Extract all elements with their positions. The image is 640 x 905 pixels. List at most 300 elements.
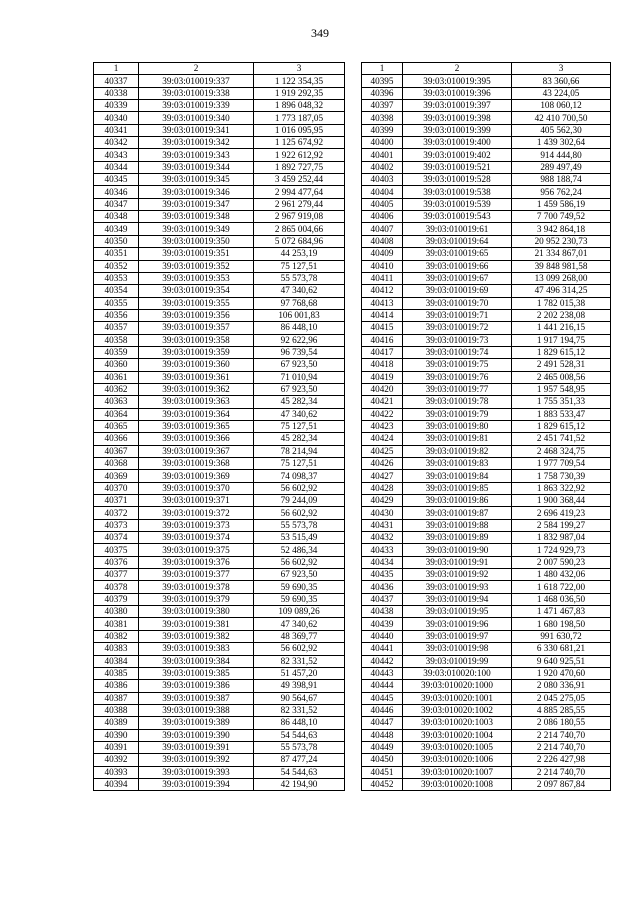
cadastral-number-cell: 39:03:010019:355 <box>139 297 254 309</box>
table-row <box>94 235 345 247</box>
table-row <box>362 235 611 247</box>
row-number-cell: 40395 <box>362 75 403 87</box>
row-number-cell: 40422 <box>362 408 403 420</box>
cadastral-number-cell: 39:03:010019:538 <box>403 186 512 198</box>
row-number-cell: 40434 <box>362 556 403 568</box>
cadastral-number-cell: 39:03:010019:394 <box>139 778 254 790</box>
table-row <box>362 285 611 297</box>
column-header-number: 1 <box>362 63 403 75</box>
row-number-cell: 40377 <box>94 569 139 581</box>
value-cell: 2 584 199,27 <box>512 519 611 531</box>
value-cell: 106 001,83 <box>254 309 345 321</box>
table-row <box>362 717 611 729</box>
row-number-cell: 40349 <box>94 223 139 235</box>
value-cell: 405 562,30 <box>512 124 611 136</box>
value-cell: 2 865 004,66 <box>254 223 345 235</box>
value-cell: 54 544,63 <box>254 766 345 778</box>
row-number-cell: 40435 <box>362 569 403 581</box>
cadastral-number-cell: 39:03:010019:358 <box>139 334 254 346</box>
table-row <box>94 137 345 149</box>
cadastral-number-cell: 39:03:010019:359 <box>139 346 254 358</box>
value-cell: 956 762,24 <box>512 186 611 198</box>
row-number-cell: 40369 <box>94 470 139 482</box>
table-row <box>362 371 611 383</box>
row-number-cell: 40344 <box>94 161 139 173</box>
cadastral-number-cell: 39:03:010019:398 <box>403 112 512 124</box>
value-cell: 1 892 727,75 <box>254 161 345 173</box>
cadastral-number-cell: 39:03:010019:357 <box>139 322 254 334</box>
table-row <box>94 359 345 371</box>
row-number-cell: 40357 <box>94 322 139 334</box>
table-row <box>362 396 611 408</box>
table-row <box>94 322 345 334</box>
table-row <box>362 420 611 432</box>
row-number-cell: 40364 <box>94 408 139 420</box>
cadastral-number-cell: 39:03:010019:88 <box>403 519 512 531</box>
cadastral-number-cell: 39:03:010019:397 <box>403 100 512 112</box>
row-number-cell: 40419 <box>362 371 403 383</box>
value-cell: 56 602,92 <box>254 482 345 494</box>
table-row <box>94 309 345 321</box>
table-row <box>362 408 611 420</box>
table-row <box>94 260 345 272</box>
cadastral-number-cell: 39:03:010020:100 <box>403 667 512 679</box>
cadastral-number-cell: 39:03:010019:343 <box>139 149 254 161</box>
cadastral-number-cell: 39:03:010019:345 <box>139 174 254 186</box>
value-cell: 47 340,62 <box>254 618 345 630</box>
table-row <box>94 655 345 667</box>
value-cell: 1 122 354,35 <box>254 75 345 87</box>
table-row <box>362 741 611 753</box>
table-row <box>362 272 611 284</box>
value-cell: 75 127,51 <box>254 260 345 272</box>
table-row <box>362 556 611 568</box>
row-number-cell: 40431 <box>362 519 403 531</box>
row-number-cell: 40433 <box>362 544 403 556</box>
row-number-cell: 40441 <box>362 643 403 655</box>
cadastral-number-cell: 39:03:010019:363 <box>139 396 254 408</box>
cadastral-number-cell: 39:03:010019:93 <box>403 581 512 593</box>
value-cell: 1 917 194,75 <box>512 334 611 346</box>
row-number-cell: 40417 <box>362 346 403 358</box>
value-cell: 2 045 275,05 <box>512 692 611 704</box>
row-number-cell: 40445 <box>362 692 403 704</box>
value-cell: 914 444,80 <box>512 149 611 161</box>
value-cell: 51 457,20 <box>254 667 345 679</box>
table-row <box>362 346 611 358</box>
value-cell: 1 832 987,04 <box>512 532 611 544</box>
value-cell: 47 496 314,25 <box>512 285 611 297</box>
cadastral-number-cell: 39:03:010019:340 <box>139 112 254 124</box>
right-register-table <box>361 62 611 791</box>
cadastral-number-cell: 39:03:010019:392 <box>139 754 254 766</box>
row-number-cell: 40370 <box>94 482 139 494</box>
table-row <box>94 420 345 432</box>
value-cell: 71 010,94 <box>254 371 345 383</box>
value-cell: 2 214 740,70 <box>512 766 611 778</box>
table-row <box>94 630 345 642</box>
cadastral-number-cell: 39:03:010019:346 <box>139 186 254 198</box>
table-row <box>94 285 345 297</box>
cadastral-number-cell: 39:03:010020:1006 <box>403 754 512 766</box>
value-cell: 97 768,68 <box>254 297 345 309</box>
row-number-cell: 40425 <box>362 445 403 457</box>
value-cell: 67 923,50 <box>254 569 345 581</box>
table-row <box>94 618 345 630</box>
value-cell: 1 957 548,95 <box>512 383 611 395</box>
table-row <box>94 556 345 568</box>
value-cell: 991 630,72 <box>512 630 611 642</box>
cadastral-number-cell: 39:03:010019:89 <box>403 532 512 544</box>
cadastral-number-cell: 39:03:010019:75 <box>403 359 512 371</box>
table-row <box>362 174 611 186</box>
row-number-cell: 40382 <box>94 630 139 642</box>
table-row <box>362 667 611 679</box>
cadastral-number-cell: 39:03:010019:342 <box>139 137 254 149</box>
table-row <box>362 766 611 778</box>
table-header-row <box>362 63 611 75</box>
row-number-cell: 40413 <box>362 297 403 309</box>
row-number-cell: 40387 <box>94 692 139 704</box>
table-row <box>362 618 611 630</box>
value-cell: 47 340,62 <box>254 285 345 297</box>
row-number-cell: 40358 <box>94 334 139 346</box>
table-row <box>94 704 345 716</box>
row-number-cell: 40380 <box>94 606 139 618</box>
row-number-cell: 40338 <box>94 87 139 99</box>
row-number-cell: 40409 <box>362 248 403 260</box>
row-number-cell: 40404 <box>362 186 403 198</box>
value-cell: 55 573,78 <box>254 741 345 753</box>
table-row <box>362 532 611 544</box>
row-number-cell: 40405 <box>362 198 403 210</box>
cadastral-number-cell: 39:03:010019:382 <box>139 630 254 642</box>
row-number-cell: 40355 <box>94 297 139 309</box>
cadastral-number-cell: 39:03:010019:373 <box>139 519 254 531</box>
table-row <box>94 667 345 679</box>
row-number-cell: 40444 <box>362 680 403 692</box>
table-row <box>94 396 345 408</box>
row-number-cell: 40426 <box>362 458 403 470</box>
cadastral-number-cell: 39:03:010019:97 <box>403 630 512 642</box>
table-header-row <box>94 63 345 75</box>
value-cell: 3 942 864,18 <box>512 223 611 235</box>
value-cell: 2 007 590,23 <box>512 556 611 568</box>
cadastral-number-cell: 39:03:010019:72 <box>403 322 512 334</box>
cadastral-number-cell: 39:03:010019:365 <box>139 420 254 432</box>
row-number-cell: 40340 <box>94 112 139 124</box>
row-number-cell: 40394 <box>94 778 139 790</box>
row-number-cell: 40367 <box>94 445 139 457</box>
row-number-cell: 40375 <box>94 544 139 556</box>
table-row <box>94 643 345 655</box>
cadastral-number-cell: 39:03:010019:81 <box>403 433 512 445</box>
table-row <box>362 692 611 704</box>
table-row <box>94 470 345 482</box>
row-number-cell: 40406 <box>362 211 403 223</box>
table-row <box>94 778 345 790</box>
left-register-table <box>93 62 345 791</box>
value-cell: 86 448,10 <box>254 322 345 334</box>
cadastral-number-cell: 39:03:010019:361 <box>139 371 254 383</box>
row-number-cell: 40408 <box>362 235 403 247</box>
value-cell: 2 080 336,91 <box>512 680 611 692</box>
row-number-cell: 40351 <box>94 248 139 260</box>
row-number-cell: 40356 <box>94 309 139 321</box>
row-number-cell: 40361 <box>94 371 139 383</box>
row-number-cell: 40403 <box>362 174 403 186</box>
cadastral-number-cell: 39:03:010019:91 <box>403 556 512 568</box>
cadastral-number-cell: 39:03:010019:368 <box>139 458 254 470</box>
right-table-body <box>362 63 611 791</box>
cadastral-number-cell: 39:03:010019:376 <box>139 556 254 568</box>
value-cell: 53 515,49 <box>254 532 345 544</box>
value-cell: 75 127,51 <box>254 458 345 470</box>
row-number-cell: 40381 <box>94 618 139 630</box>
table-row <box>94 766 345 778</box>
value-cell: 67 923,50 <box>254 383 345 395</box>
table-row <box>94 741 345 753</box>
table-row <box>362 186 611 198</box>
value-cell: 2 491 528,31 <box>512 359 611 371</box>
value-cell: 1 724 929,73 <box>512 544 611 556</box>
value-cell: 1 618 722,00 <box>512 581 611 593</box>
row-number-cell: 40447 <box>362 717 403 729</box>
table-row <box>362 507 611 519</box>
cadastral-number-cell: 39:03:010019:85 <box>403 482 512 494</box>
table-row <box>94 174 345 186</box>
row-number-cell: 40352 <box>94 260 139 272</box>
column-header-number: 1 <box>94 63 139 75</box>
cadastral-number-cell: 39:03:010019:389 <box>139 717 254 729</box>
cadastral-number-cell: 39:03:010019:90 <box>403 544 512 556</box>
cadastral-number-cell: 39:03:010019:82 <box>403 445 512 457</box>
row-number-cell: 40420 <box>362 383 403 395</box>
cadastral-number-cell: 39:03:010020:1001 <box>403 692 512 704</box>
cadastral-number-cell: 39:03:010019:370 <box>139 482 254 494</box>
table-row <box>94 507 345 519</box>
table-row <box>362 359 611 371</box>
cadastral-number-cell: 39:03:010019:341 <box>139 124 254 136</box>
cadastral-number-cell: 39:03:010019:402 <box>403 149 512 161</box>
table-row <box>94 692 345 704</box>
table-row <box>362 297 611 309</box>
cadastral-number-cell: 39:03:010019:383 <box>139 643 254 655</box>
value-cell: 74 098,37 <box>254 470 345 482</box>
value-cell: 59 690,35 <box>254 581 345 593</box>
row-number-cell: 40402 <box>362 161 403 173</box>
cadastral-number-cell: 39:03:010019:98 <box>403 643 512 655</box>
cadastral-number-cell: 39:03:010019:378 <box>139 581 254 593</box>
table-row <box>362 495 611 507</box>
left-table-body <box>94 63 345 791</box>
value-cell: 2 214 740,70 <box>512 729 611 741</box>
value-cell: 82 331,52 <box>254 655 345 667</box>
row-number-cell: 40438 <box>362 606 403 618</box>
cadastral-number-cell: 39:03:010019:344 <box>139 161 254 173</box>
cadastral-number-cell: 39:03:010019:83 <box>403 458 512 470</box>
cadastral-number-cell: 39:03:010019:92 <box>403 569 512 581</box>
value-cell: 1 919 292,35 <box>254 87 345 99</box>
row-number-cell: 40374 <box>94 532 139 544</box>
row-number-cell: 40385 <box>94 667 139 679</box>
value-cell: 49 398,91 <box>254 680 345 692</box>
row-number-cell: 40407 <box>362 223 403 235</box>
table-row <box>362 100 611 112</box>
cadastral-number-cell: 39:03:010019:384 <box>139 655 254 667</box>
value-cell: 9 640 925,51 <box>512 655 611 667</box>
table-row <box>362 482 611 494</box>
row-number-cell: 40388 <box>94 704 139 716</box>
value-cell: 44 253,19 <box>254 248 345 260</box>
table-row <box>362 383 611 395</box>
value-cell: 2 097 867,84 <box>512 778 611 790</box>
table-row <box>362 544 611 556</box>
value-cell: 56 602,92 <box>254 643 345 655</box>
value-cell: 1 920 470,60 <box>512 667 611 679</box>
value-cell: 1 459 586,19 <box>512 198 611 210</box>
table-row <box>94 100 345 112</box>
table-row <box>94 519 345 531</box>
value-cell: 2 202 238,08 <box>512 309 611 321</box>
row-number-cell: 40353 <box>94 272 139 284</box>
cadastral-number-cell: 39:03:010019:64 <box>403 235 512 247</box>
value-cell: 1 977 709,54 <box>512 458 611 470</box>
row-number-cell: 40391 <box>94 741 139 753</box>
row-number-cell: 40383 <box>94 643 139 655</box>
cadastral-number-cell: 39:03:010019:381 <box>139 618 254 630</box>
row-number-cell: 40443 <box>362 667 403 679</box>
cadastral-number-cell: 39:03:010020:1003 <box>403 717 512 729</box>
value-cell: 87 477,24 <box>254 754 345 766</box>
cadastral-number-cell: 39:03:010019:84 <box>403 470 512 482</box>
cadastral-number-cell: 39:03:010020:1007 <box>403 766 512 778</box>
cadastral-number-cell: 39:03:010019:77 <box>403 383 512 395</box>
cadastral-number-cell: 39:03:010019:69 <box>403 285 512 297</box>
row-number-cell: 40392 <box>94 754 139 766</box>
row-number-cell: 40411 <box>362 272 403 284</box>
row-number-cell: 40360 <box>94 359 139 371</box>
cadastral-number-cell: 39:03:010019:380 <box>139 606 254 618</box>
cadastral-number-cell: 39:03:010019:391 <box>139 741 254 753</box>
row-number-cell: 40414 <box>362 309 403 321</box>
cadastral-number-cell: 39:03:010019:393 <box>139 766 254 778</box>
row-number-cell: 40421 <box>362 396 403 408</box>
value-cell: 2 451 741,52 <box>512 433 611 445</box>
cadastral-number-cell: 39:03:010019:528 <box>403 174 512 186</box>
row-number-cell: 40371 <box>94 495 139 507</box>
cadastral-number-cell: 39:03:010019:521 <box>403 161 512 173</box>
row-number-cell: 40346 <box>94 186 139 198</box>
cadastral-number-cell: 39:03:010019:385 <box>139 667 254 679</box>
row-number-cell: 40354 <box>94 285 139 297</box>
row-number-cell: 40343 <box>94 149 139 161</box>
cadastral-number-cell: 39:03:010019:372 <box>139 507 254 519</box>
table-row <box>362 433 611 445</box>
row-number-cell: 40398 <box>362 112 403 124</box>
value-cell: 90 564,67 <box>254 692 345 704</box>
table-row <box>362 198 611 210</box>
value-cell: 45 282,34 <box>254 433 345 445</box>
value-cell: 5 072 684,96 <box>254 235 345 247</box>
row-number-cell: 40451 <box>362 766 403 778</box>
cadastral-number-cell: 39:03:010019:78 <box>403 396 512 408</box>
cadastral-number-cell: 39:03:010019:362 <box>139 383 254 395</box>
table-row <box>94 211 345 223</box>
table-row <box>362 680 611 692</box>
row-number-cell: 40378 <box>94 581 139 593</box>
cadastral-number-cell: 39:03:010019:66 <box>403 260 512 272</box>
cadastral-number-cell: 39:03:010019:70 <box>403 297 512 309</box>
table-row <box>94 593 345 605</box>
table-row <box>362 630 611 642</box>
table-row <box>362 643 611 655</box>
table-row <box>362 569 611 581</box>
table-row <box>94 680 345 692</box>
value-cell: 2 226 427,98 <box>512 754 611 766</box>
value-cell: 47 340,62 <box>254 408 345 420</box>
value-cell: 1 468 036,50 <box>512 593 611 605</box>
table-row <box>94 458 345 470</box>
value-cell: 42 410 700,50 <box>512 112 611 124</box>
row-number-cell: 40450 <box>362 754 403 766</box>
value-cell: 79 244,09 <box>254 495 345 507</box>
row-number-cell: 40396 <box>362 87 403 99</box>
value-cell: 83 360,66 <box>512 75 611 87</box>
value-cell: 1 883 533,47 <box>512 408 611 420</box>
table-row <box>94 198 345 210</box>
cadastral-number-cell: 39:03:010019:388 <box>139 704 254 716</box>
value-cell: 20 952 230,73 <box>512 235 611 247</box>
table-row <box>94 124 345 136</box>
cadastral-number-cell: 39:03:010019:79 <box>403 408 512 420</box>
row-number-cell: 40412 <box>362 285 403 297</box>
row-number-cell: 40362 <box>94 383 139 395</box>
value-cell: 2 696 419,23 <box>512 507 611 519</box>
value-cell: 59 690,35 <box>254 593 345 605</box>
value-cell: 1 125 674,92 <box>254 137 345 149</box>
table-row <box>94 569 345 581</box>
cadastral-number-cell: 39:03:010019:396 <box>403 87 512 99</box>
cadastral-number-cell: 39:03:010019:356 <box>139 309 254 321</box>
cadastral-number-cell: 39:03:010020:1005 <box>403 741 512 753</box>
value-cell: 1 896 048,32 <box>254 100 345 112</box>
value-cell: 86 448,10 <box>254 717 345 729</box>
cadastral-number-cell: 39:03:010019:86 <box>403 495 512 507</box>
table-row <box>362 458 611 470</box>
value-cell: 39 848 981,58 <box>512 260 611 272</box>
cadastral-number-cell: 39:03:010019:367 <box>139 445 254 457</box>
row-number-cell: 40399 <box>362 124 403 136</box>
cadastral-number-cell: 39:03:010019:399 <box>403 124 512 136</box>
cadastral-number-cell: 39:03:010019:379 <box>139 593 254 605</box>
cadastral-number-cell: 39:03:010020:1004 <box>403 729 512 741</box>
table-row <box>362 729 611 741</box>
cadastral-number-cell: 39:03:010019:352 <box>139 260 254 272</box>
cadastral-number-cell: 39:03:010019:337 <box>139 75 254 87</box>
cadastral-number-cell: 39:03:010019:369 <box>139 470 254 482</box>
table-row <box>362 87 611 99</box>
table-row <box>94 754 345 766</box>
table-row <box>362 322 611 334</box>
table-row <box>94 161 345 173</box>
table-row <box>94 717 345 729</box>
row-number-cell: 40393 <box>94 766 139 778</box>
table-row <box>94 334 345 346</box>
table-row <box>94 433 345 445</box>
row-number-cell: 40401 <box>362 149 403 161</box>
table-row <box>362 223 611 235</box>
